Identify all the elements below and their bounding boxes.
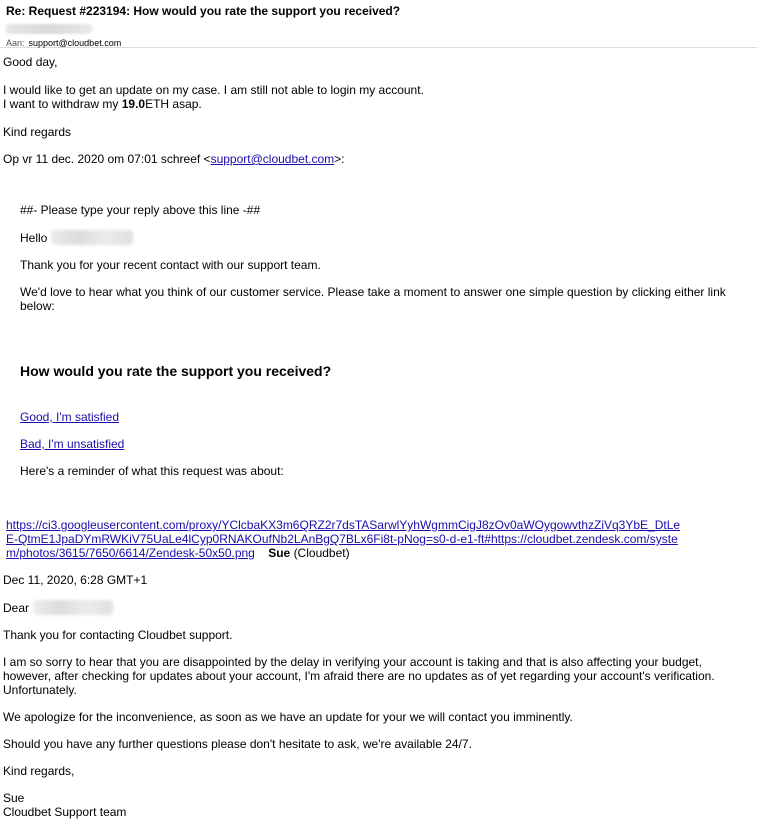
quoted-ask: We'd love to hear what you think of our customer service. Please take a moment to answer one simple question by clicking either link below: (20, 285, 726, 313)
agent-name: Sue (268, 546, 291, 560)
agent-org: (Cloudbet) (293, 546, 350, 560)
bad-unsatisfied-link[interactable]: Bad, I'm unsatisfied (20, 437, 125, 451)
quote-email-link[interactable]: support@cloudbet.com (210, 152, 335, 166)
rate-heading: How would you rate the support you received? (20, 363, 332, 379)
quoted-thanks: Thank you for your recent contact with our support team. (20, 258, 321, 272)
reply-greeting: Good day, (3, 55, 58, 69)
body-paragraph-3: We apologize for the inconvenience, as soon as we have an update for your we will contact you imminently. (3, 710, 573, 724)
body-paragraph-2: I am so sorry to hear that you are disappointed by the delay in verifying your account is taking and that is also affecting your budget, however, after checking for updates about your account, I'm afraid there are no updates as of yet regarding your account's verification. Unfortunately. (3, 655, 715, 697)
email-body (3, 51, 753, 819)
reply-line-1: I would like to get an update on my case. I am still not able to login my account. (3, 83, 424, 97)
reply-line-2: I want to withdraw my 19.0ETH asap. (3, 97, 202, 111)
blurred-name (33, 600, 113, 615)
blurred-sender (6, 24, 92, 34)
body-paragraph-4: Should you have any further questions please don't hesitate to ask, we're available 24/7. (3, 737, 472, 751)
eth-amount: 19.0 (121, 97, 146, 111)
reply-marker: ##- Please type your reply above this line -## (20, 203, 261, 217)
dear-line: Dear (3, 600, 753, 615)
recipient-label: Aan: (6, 38, 25, 48)
quoted-hello: Hello (20, 230, 753, 245)
message-date: Dec 11, 2020, 6:28 GMT+1 (3, 573, 148, 587)
recipient-address: support@cloudbet.com (28, 38, 122, 48)
reminder-text: Here's a reminder of what this request was about: (20, 464, 284, 478)
quoted-message (20, 203, 753, 478)
sign-team: Cloudbet Support team (3, 805, 127, 819)
quote-attribution: Op vr 11 dec. 2020 om 07:01 schreef <support@cloudbet.com>: (3, 152, 345, 166)
reply-closing: Kind regards (3, 125, 72, 139)
blurred-name (51, 230, 133, 245)
sign-name: Sue (3, 791, 25, 805)
agent-image-link[interactable]: https://ci3.googleusercontent.com/proxy/YClcbaKX3m6QRZ2r7dsTASarwlYyhWgmmCigJ8zOv0aWOygowvthzZiVq3YbE_DtLeE-QtmE1JpaDYmRWKiV75UaLe4lCyp0RNAKOufNb2LAnBgQ7BLx6Fi8t-pNog=s0-d-e1-ft#https://cloudbet.zendesk.com/system/photos/3615/7650/6614/Zendesk-50x50.png (6, 518, 681, 560)
agent-line (6, 518, 686, 560)
body-paragraph-1: Thank you for contacting Cloudbet support. (3, 628, 233, 642)
email-subject: Re: Request #223194: How would you rate the support you received? (6, 4, 401, 18)
email-header (0, 0, 757, 48)
sign-closing: Kind regards, (3, 764, 75, 778)
recipient-line (6, 38, 751, 49)
good-satisfied-link[interactable]: Good, I'm satisfied (20, 410, 119, 424)
